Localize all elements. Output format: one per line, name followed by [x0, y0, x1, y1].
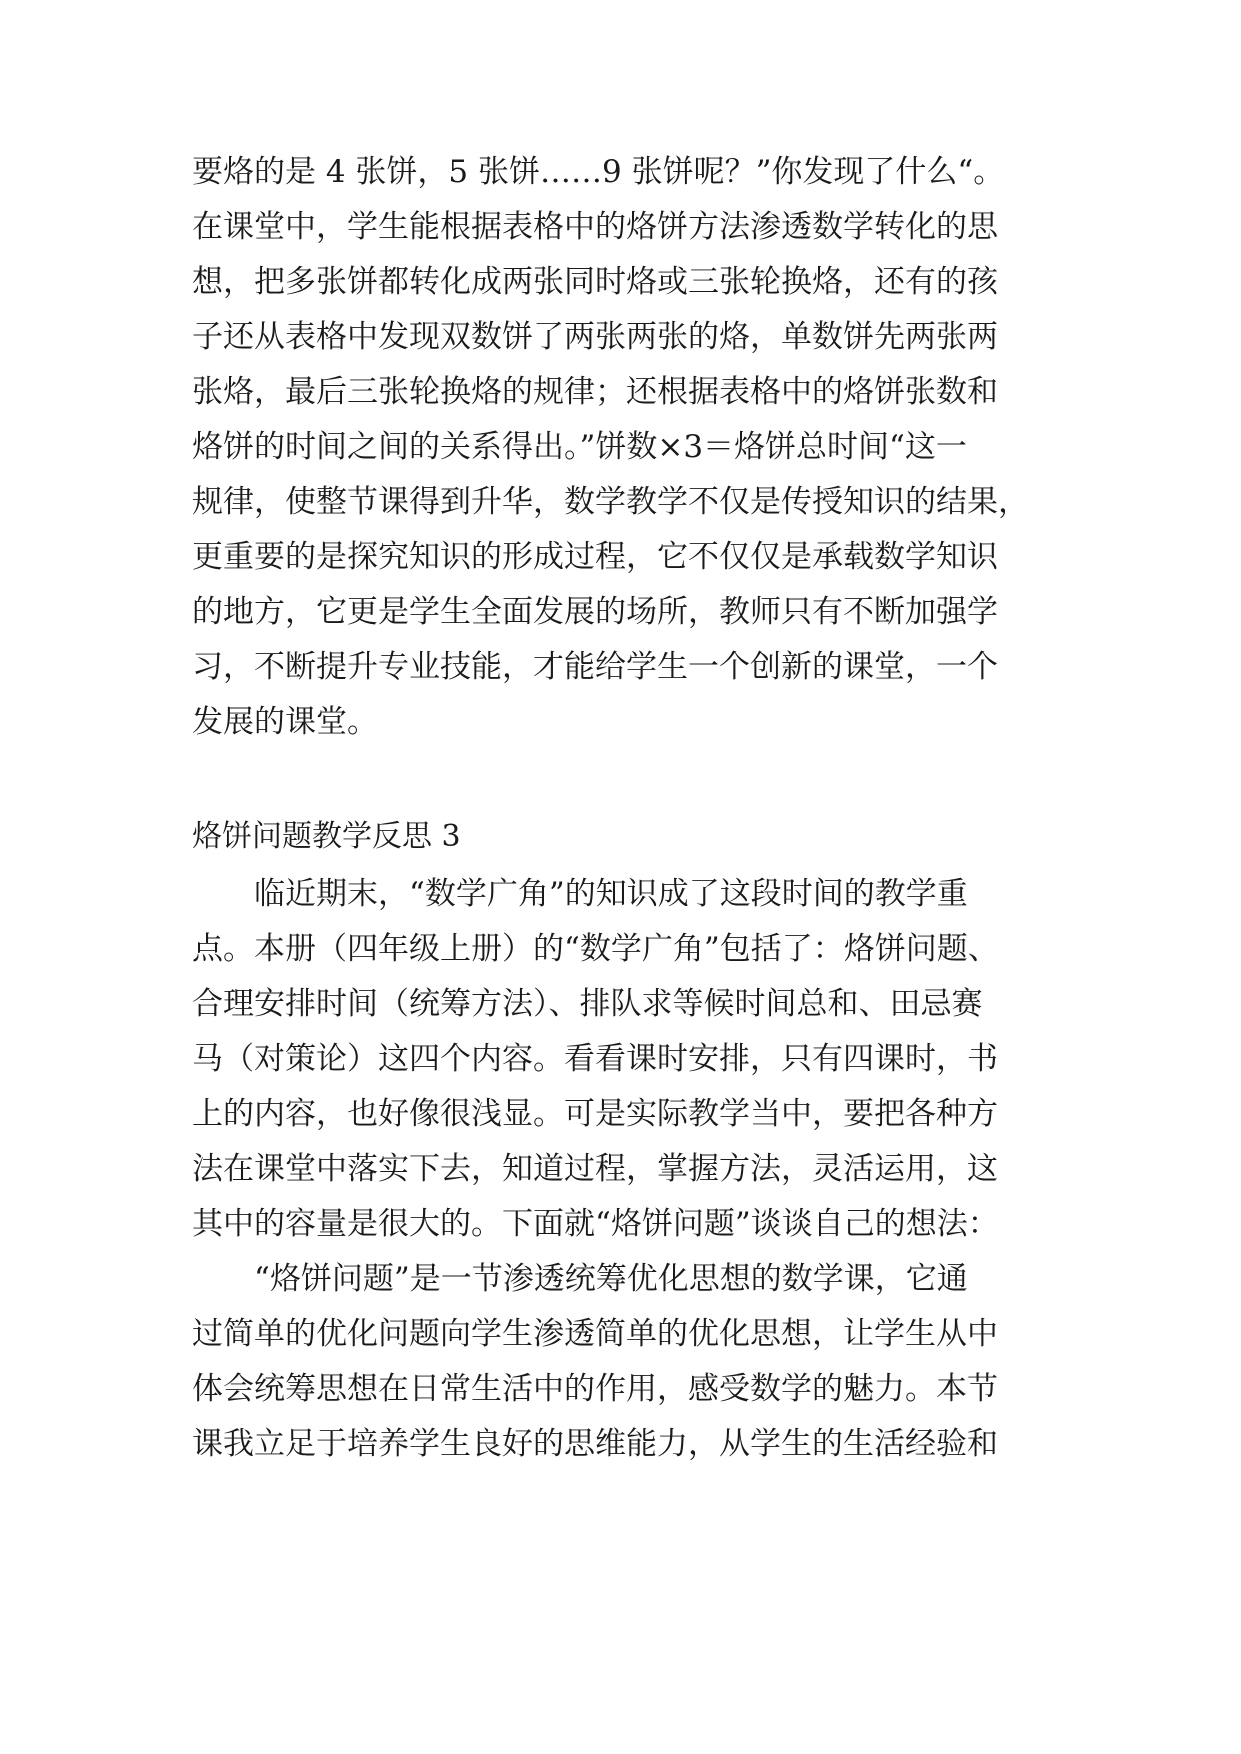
- paragraph-line: 规律，使整节课得到升华，数学教学不仅是传授知识的结果，: [192, 484, 1029, 520]
- paragraph-line: 要烙的是 4 张饼，5 张饼……9 张饼呢？”你发现了什么“。: [192, 154, 1005, 190]
- paragraph-line: 发展的课堂。: [192, 704, 378, 740]
- paragraph-line: 在课堂中，学生能根据表格中的烙饼方法渗透数学转化的思: [192, 209, 998, 245]
- paragraph-line: 课我立足于培养学生良好的思维能力，从学生的生活经验和: [192, 1426, 998, 1462]
- paragraph-line: 临近期末，“数学广角”的知识成了这段时间的教学重: [192, 876, 968, 912]
- paragraph-line: “烙饼问题”是一节渗透统筹优化思想的数学课，它通: [192, 1261, 968, 1297]
- paragraph-line: 其中的容量是很大的。下面就“烙饼问题”谈谈自己的想法：: [192, 1206, 999, 1242]
- paragraph-line: 过简单的优化问题向学生渗透简单的优化思想，让学生从中: [192, 1316, 998, 1352]
- paragraph-line: 张烙，最后三张轮换烙的规律；还根据表格中的烙饼张数和: [192, 374, 998, 410]
- paragraph-line: 子还从表格中发现双数饼了两张两张的烙，单数饼先两张两: [192, 319, 998, 355]
- paragraph-line: 马（对策论）这四个内容。看看课时安排，只有四课时，书: [192, 1041, 998, 1077]
- paragraph-line: 想，把多张饼都转化成两张同时烙或三张轮换烙，还有的孩: [192, 264, 998, 300]
- paragraph-line: 上的内容，也好像很浅显。可是实际教学当中，要把各种方: [192, 1096, 998, 1132]
- paragraph-line: 体会统筹思想在日常生活中的作用，感受数学的魅力。本节: [192, 1371, 998, 1407]
- paragraph-line: 点。本册（四年级上册）的“数学广角”包括了：烙饼问题、: [192, 931, 999, 967]
- paragraph-line: 习，不断提升专业技能，才能给学生一个创新的课堂，一个: [192, 649, 998, 685]
- section-heading: 烙饼问题教学反思 3: [192, 819, 461, 854]
- paragraph-line: 合理安排时间（统筹方法）、排队求等候时间总和、田忌赛: [192, 986, 983, 1022]
- paragraph-line: 的地方，它更是学生全面发展的场所，教师只有不断加强学: [192, 594, 998, 630]
- paragraph-line: 法在课堂中落实下去，知道过程，掌握方法，灵活运用，这: [192, 1151, 998, 1187]
- paragraph-line: 烙饼的时间之间的关系得出。”饼数×3＝烙饼总时间“这一: [192, 429, 967, 465]
- paragraph-line: 更重要的是探究知识的形成过程，它不仅仅是承载数学知识: [192, 539, 998, 575]
